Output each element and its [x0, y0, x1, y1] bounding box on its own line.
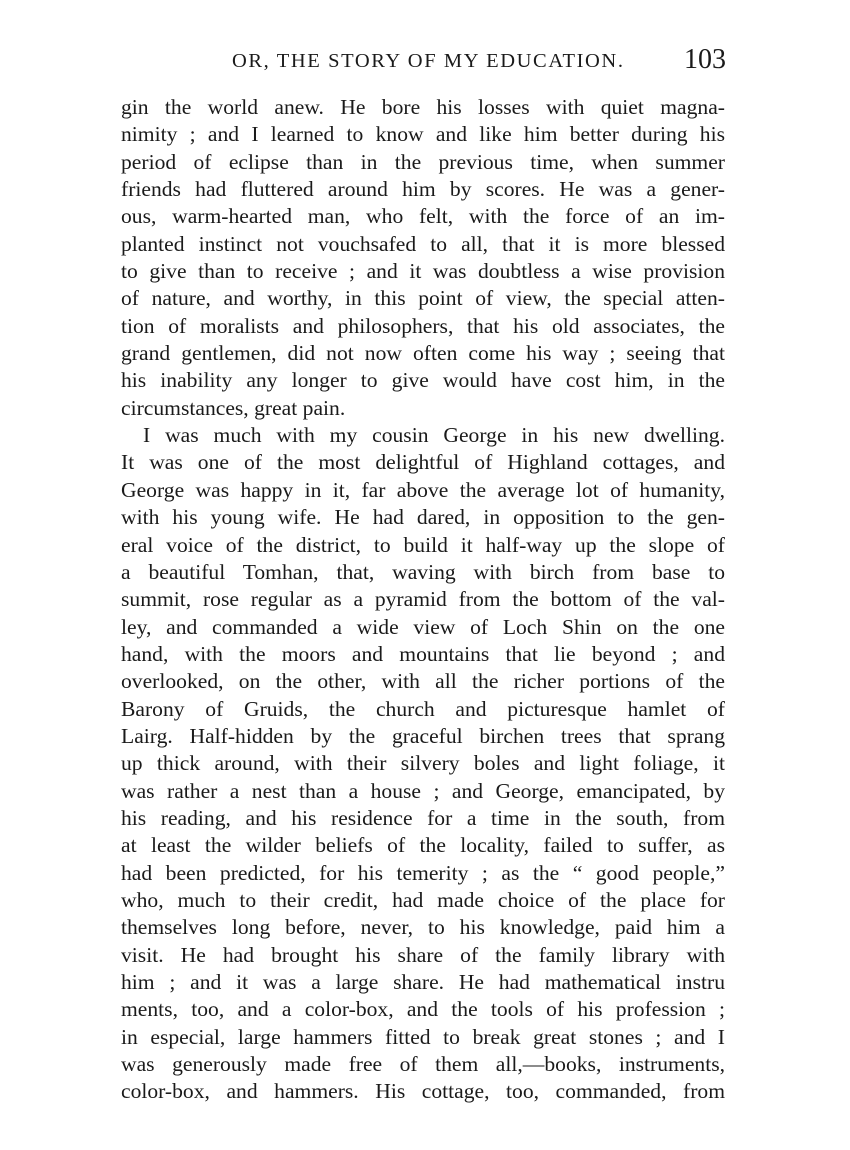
text-line: It was one of the most delightful of Highland cottages, and [121, 450, 725, 475]
text-line: up thick around, with their silvery boles and light foliage, it [121, 751, 725, 776]
text-line: period of eclipse than in the previous time, when summer [121, 149, 725, 174]
text-line: in especial, large hammers fitted to break great stones ; and I [121, 1024, 725, 1049]
text-line: ments, too, and a color-box, and the tools of his profession ; [121, 997, 725, 1022]
text-line: overlooked, on the other, with all the richer portions of the [121, 669, 725, 694]
text-line: his reading, and his residence for a time in the south, from [121, 805, 725, 830]
running-head [120, 44, 726, 80]
text-line: visit. He had brought his share of the family library with [121, 942, 725, 967]
text-line: George was happy in it, far above the average lot of humanity, [121, 477, 725, 502]
text-line: to give than to receive ; and it was doubtless a wise provision [121, 259, 725, 284]
text-line: had been predicted, for his temerity ; as the “ good people,” [121, 860, 725, 885]
text-line: was generously made free of them all,—books, instruments, [121, 1052, 725, 1077]
text-line: ous, warm-hearted man, who felt, with the force of an im- [121, 204, 725, 229]
text-line: at least the wilder beliefs of the locality, failed to suffer, as [121, 833, 725, 858]
text-line: nimity ; and I learned to know and like him better during his [121, 122, 725, 147]
text-line: friends had fluttered around him by scores. He was a gener- [121, 177, 725, 202]
text-line: with his young wife. He had dared, in opposition to the gen- [121, 505, 725, 530]
text-line: of nature, and worthy, in this point of view, the special atten- [121, 286, 725, 311]
text-line: who, much to their credit, had made choice of the place for [121, 887, 725, 912]
text-line: I was much with my cousin George in his new dwelling. [143, 423, 725, 448]
text-line: grand gentlemen, did not now often come his way ; seeing that [121, 341, 725, 366]
text-line: gin the world anew. He bore his losses with quiet magna- [121, 95, 725, 119]
text-line: summit, rose regular as a pyramid from the bottom of the val- [121, 587, 725, 612]
page-number: 103 [684, 44, 726, 75]
text-line: tion of moralists and philosophers, that his old associates, the [121, 313, 725, 338]
text-line: was rather a nest than a house ; and George, emancipated, by [121, 778, 725, 803]
text-line: planted instinct not vouchsafed to all, that it is more blessed [121, 231, 725, 256]
text-line: ley, and commanded a wide view of Loch Shin on the one [121, 614, 725, 639]
text-line: his inability any longer to give would have cost him, in the [121, 368, 725, 393]
body-text [121, 94, 725, 1106]
text-line: Lairg. Half-hidden by the graceful birchen trees that sprang [121, 723, 725, 748]
text-line: eral voice of the district, to build it half-way up the slope of [121, 532, 725, 557]
running-head-title: OR, THE STORY OF MY EDUCATION. [232, 50, 625, 72]
text-line: him ; and it was a large share. He had mathematical instru [121, 970, 725, 994]
text-line: circumstances, great pain. [121, 395, 346, 420]
text-line: Barony of Gruids, the church and picturesque hamlet of [121, 696, 725, 721]
text-line: themselves long before, never, to his knowledge, paid him a [121, 915, 725, 940]
text-line: color-box, and hammers. His cottage, too, commanded, from [121, 1079, 725, 1104]
text-line: a beautiful Tomhan, that, waving with birch from base to [121, 559, 725, 584]
text-line: hand, with the moors and mountains that lie beyond ; and [121, 641, 725, 666]
